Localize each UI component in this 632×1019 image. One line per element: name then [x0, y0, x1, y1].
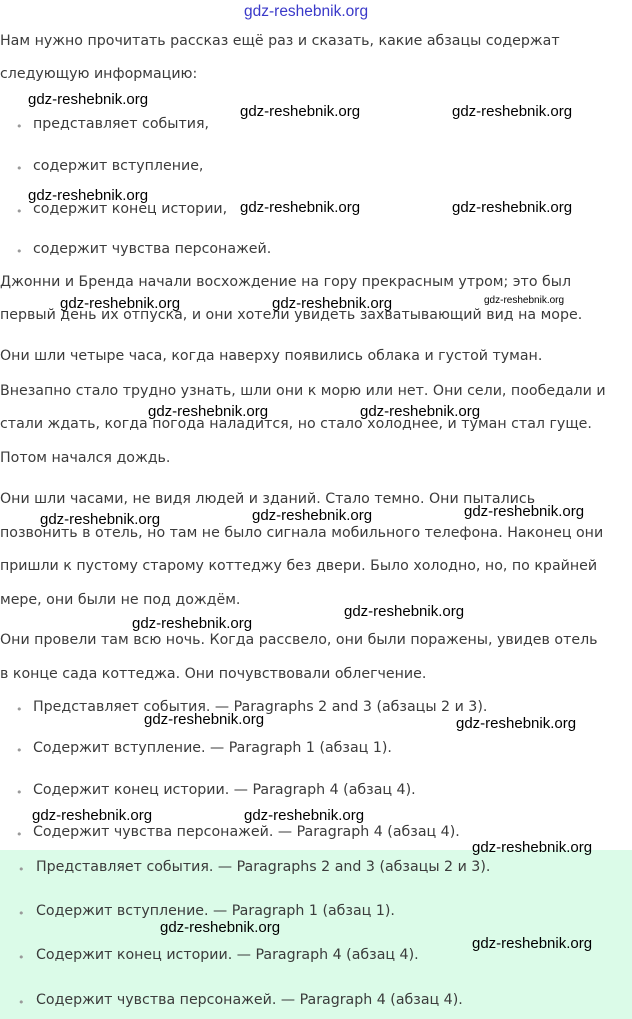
story-line: мере, они были не под дождём.: [0, 592, 241, 608]
watermark: gdz-reshebnik.org: [144, 711, 265, 728]
task-item: содержит чувства персонажей.: [33, 241, 272, 257]
watermark: gdz-reshebnik.org: [32, 807, 153, 824]
watermark: gdz-reshebnik.org: [160, 919, 281, 936]
watermark: gdz-reshebnik.org: [464, 503, 585, 520]
watermark: gdz-reshebnik.org: [244, 3, 369, 20]
watermark: gdz-reshebnik.org: [148, 403, 269, 420]
watermark: gdz-reshebnik.org: [452, 103, 573, 120]
story-line: Потом начался дождь.: [0, 450, 171, 466]
story-line: Они шли четыре часа, когда наверху появились облака и густой туман.: [0, 348, 543, 364]
watermark: gdz-reshebnik.org: [472, 935, 593, 952]
highlighted-answer-item: Содержит чувства персонажей. — Paragraph 4 (абзац 4).: [36, 992, 463, 1008]
intro-line-2: следующую информацию:: [0, 66, 198, 82]
story-line: Они провели там всю ночь. Когда рассвело, они были поражены, увидев отель: [0, 632, 598, 648]
bullet: •: [18, 863, 25, 876]
story-line: стали ждать, когда погода наладится, но стало холоднее, и туман стал гуще.: [0, 416, 592, 432]
watermark: gdz-reshebnik.org: [456, 715, 577, 732]
answer-item: Содержит чувства персонажей. — Paragraph 4 (абзац 4).: [33, 824, 460, 840]
highlighted-answer-item: Содержит конец истории. — Paragraph 4 (абзац 4).: [36, 947, 419, 963]
watermark: gdz-reshebnik.org: [40, 511, 161, 528]
watermark: gdz-reshebnik.org: [472, 839, 593, 856]
task-item: содержит вступление,: [33, 158, 204, 174]
bullet: •: [16, 205, 23, 218]
highlighted-answer-item: Содержит вступление. — Paragraph 1 (абзац 1).: [36, 903, 395, 919]
story-line: Внезапно стало трудно узнать, шли они к морю или нет. Они сели, пообедали и: [0, 383, 606, 399]
story-line: первый день их отпуска, и они хотели увидеть захватывающий вид на море.: [0, 307, 583, 323]
answer-item: Содержит конец истории. — Paragraph 4 (абзац 4).: [33, 782, 416, 798]
watermark: gdz-reshebnik.org: [132, 615, 253, 632]
answer-item: Содержит вступление. — Paragraph 1 (абзац 1).: [33, 740, 392, 756]
watermark: gdz-reshebnik.org: [240, 103, 361, 120]
watermark: gdz-reshebnik.org: [452, 199, 573, 216]
story-line: пришли к пустому старому коттеджу без двери. Было холодно, но, по крайней: [0, 558, 598, 574]
intro-line-1: Нам нужно прочитать рассказ ещё раз и сказать, какие абзацы содержат: [0, 33, 560, 49]
bullet: •: [16, 703, 23, 716]
watermark: gdz-reshebnik.org: [344, 603, 465, 620]
bullet: •: [18, 907, 25, 920]
watermark: gdz-reshebnik.org: [244, 807, 365, 824]
watermark: gdz-reshebnik.org: [240, 199, 361, 216]
watermark: gdz-reshebnik.org: [28, 187, 149, 204]
bullet: •: [16, 828, 23, 841]
watermark: gdz-reshebnik.org: [484, 295, 565, 306]
bullet: •: [16, 162, 23, 175]
story-line: позвонить в отель, но там не было сигнала мобильного телефона. Наконец они: [0, 525, 604, 541]
watermark: gdz-reshebnik.org: [28, 91, 149, 108]
watermark: gdz-reshebnik.org: [252, 507, 373, 524]
bullet: •: [16, 744, 23, 757]
watermark: gdz-reshebnik.org: [272, 295, 393, 312]
task-item: содержит конец истории,: [33, 201, 228, 217]
bullet: •: [16, 245, 23, 258]
answer-item: Представляет события. — Paragraphs 2 and 3 (абзацы 2 и 3).: [33, 699, 488, 715]
watermark: gdz-reshebnik.org: [360, 403, 481, 420]
bullet: •: [16, 120, 23, 133]
bullet: •: [18, 996, 25, 1009]
task-item: представляет события,: [33, 116, 210, 132]
story-line: в конце сада коттеджа. Они почувствовали облегчение.: [0, 666, 427, 682]
story-line: Джонни и Бренда начали восхождение на гору прекрасным утром; это был: [0, 274, 572, 290]
highlighted-answer-item: Представляет события. — Paragraphs 2 and 3 (абзацы 2 и 3).: [36, 859, 491, 875]
watermark: gdz-reshebnik.org: [60, 295, 181, 312]
bullet: •: [16, 786, 23, 799]
bullet: •: [18, 951, 25, 964]
story-line: Они шли часами, не видя людей и зданий. Стало темно. Они пытались: [0, 491, 536, 507]
